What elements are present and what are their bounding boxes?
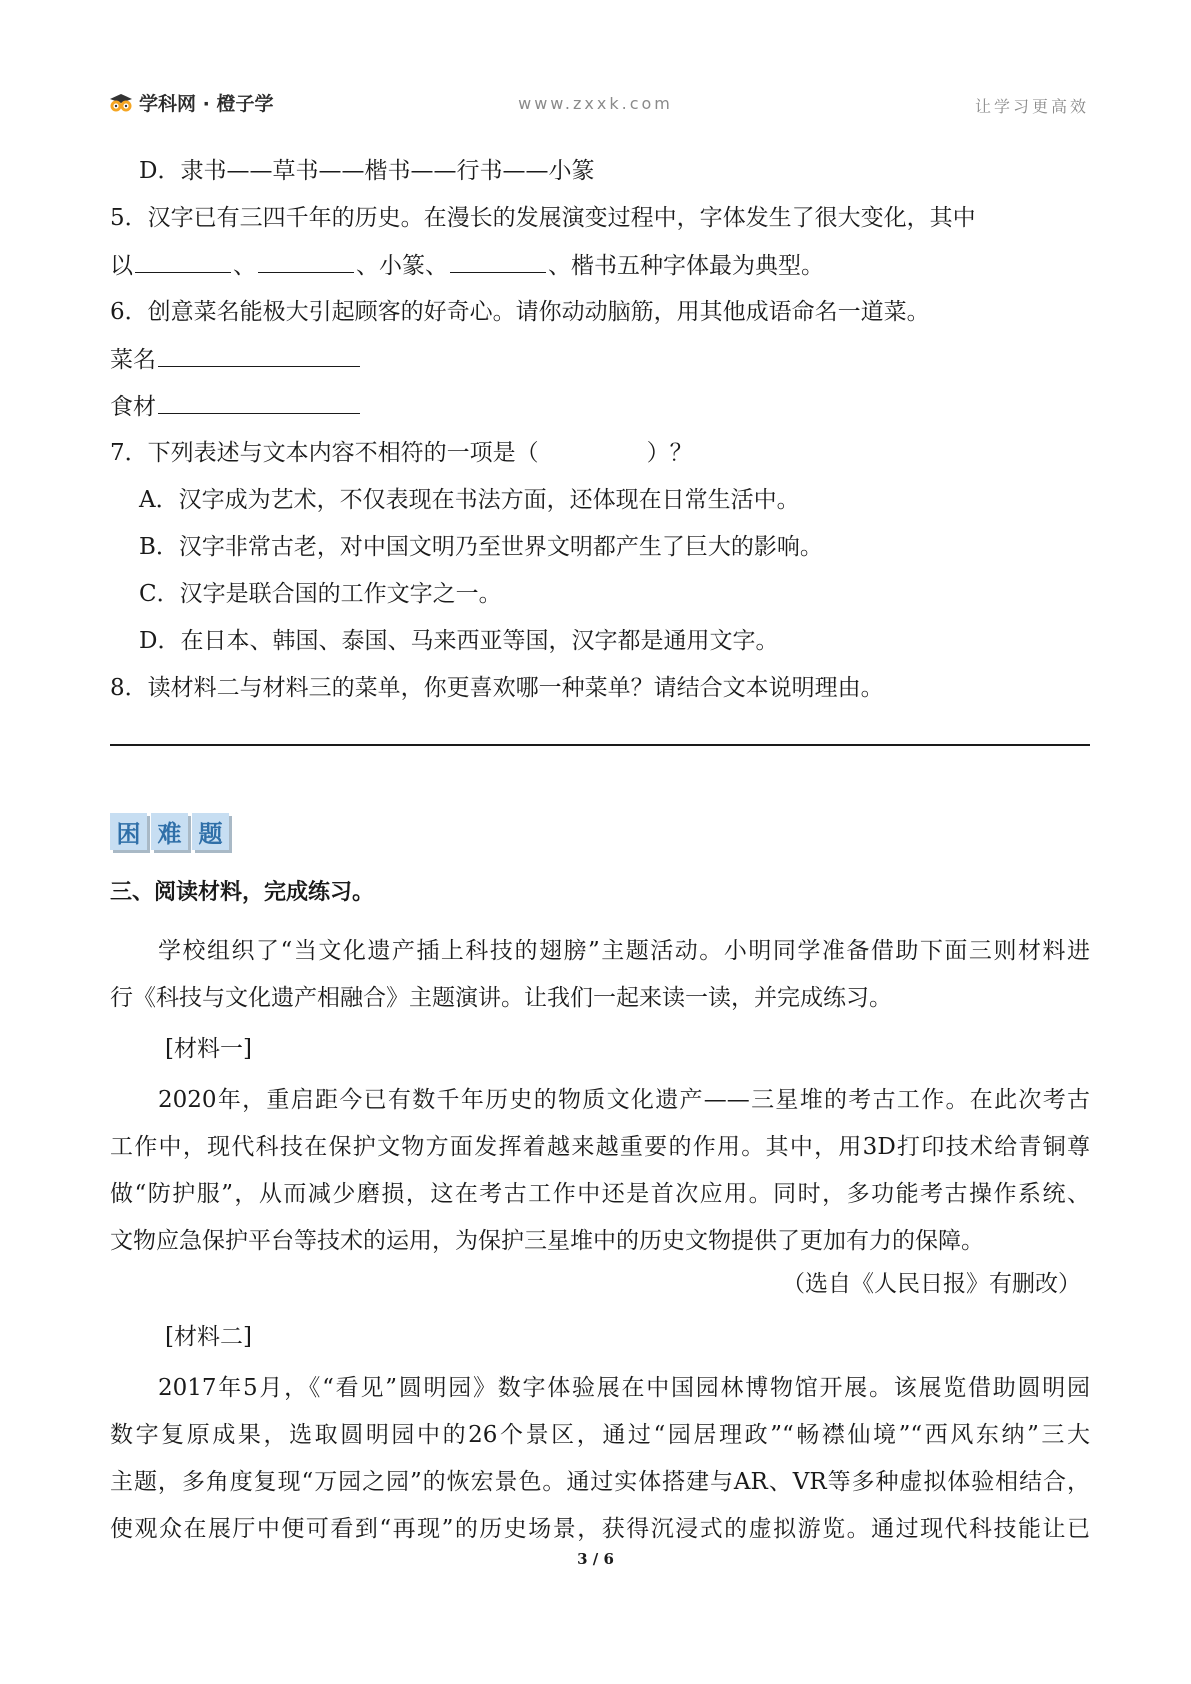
paragraph-line: 学校组织了“当文化遗产插上科技的翅膀”主题活动。小明同学准备借助下面三则材料进 — [158, 938, 1090, 964]
q7-option-b: B．汉字非常古老，对中国文明乃至世界文明都产生了巨大的影响。 — [139, 534, 823, 560]
paragraph-line: 2020年，重启距今已有数千年历史的物质文化遗产——三星堆的考古工作。在此次考古 — [158, 1087, 1090, 1113]
q6-ingredient-blank[interactable] — [158, 383, 360, 414]
paragraph-line: 文物应急保护平台等技术的运用，为保护三星堆中的历史文物提供了更加有力的保障。 — [110, 1228, 984, 1254]
q5-prefix: 以 — [110, 253, 133, 279]
q7-stem-suffix: ）？ — [646, 440, 693, 466]
paragraph-line: 使观众在展厅中便可看到“再现”的历史场景，获得沉浸式的虚拟游览。通过现代科技能让已 — [110, 1516, 1090, 1542]
q7-option-a: A．汉字成为艺术，不仅表现在书法方面，还体现在日常生活中。 — [139, 487, 800, 513]
paragraph-line: 工作中，现代科技在保护文物方面发挥着越来越重要的作用。其中，用3D打印技术给青铜尊 — [110, 1134, 1090, 1160]
q6-ingredient-row — [110, 383, 1090, 430]
q8-answer-line[interactable] — [110, 744, 1090, 746]
logo-text: 学科网 · 橙子学 — [139, 93, 274, 115]
question-block — [110, 148, 1090, 712]
q5-separator-1: 、 — [233, 253, 256, 279]
paragraph-line: 行《科技与文化遗产相融合》主题演讲。让我们一起来读一读，并完成练习。 — [110, 985, 892, 1011]
material-2-paragraph — [110, 1365, 1090, 1553]
paragraph-line: 做“防护服”，从而减少磨损，这在考古工作中还是首次应用。同时，多功能考古操作系统、 — [110, 1181, 1090, 1207]
material-1-source: （选自《人民日报》有删改） — [782, 1271, 1081, 1297]
intro-paragraph — [110, 928, 1090, 1022]
q6-dish-row — [110, 336, 1090, 383]
paragraph-line: 2017年5月，《“看见”圆明园》数字体验展在中国园林博物馆开展。该展览借助圆明园 — [158, 1375, 1090, 1401]
q6-dish-blank[interactable] — [158, 336, 360, 367]
material-1-label: [材料一] — [165, 1036, 252, 1062]
q5-blank-1[interactable] — [135, 242, 231, 273]
q7-stem-prefix: 7．下列表述与文本内容不相符的一项是（ — [110, 440, 539, 466]
q7-stem — [110, 430, 1090, 477]
material-2-label: [材料二] — [165, 1324, 252, 1350]
paragraph-line: 主题，多角度复现“万园之园”的恢宏景色。通过实体搭建与AR、VR等多种虚拟体验相结合， — [110, 1469, 1090, 1495]
badge-char: 困 — [110, 813, 147, 850]
q5-separator-2: 、小篆、 — [356, 253, 448, 279]
paragraph-line: 数字复原成果，选取圆明园中的26个景区，通过“园居理政”“畅襟仙境”“西风东纳”三大 — [110, 1422, 1090, 1448]
q5-blank-2[interactable] — [258, 242, 354, 273]
q6-text: 6．创意菜名能极大引起顾客的好奇心。请你动动脑筋，用其他成语命名一道菜。 — [110, 299, 930, 325]
q4-option-d: D．隶书——草书——楷书——行书——小篆 — [139, 158, 595, 184]
page-number: 3 / 6 — [577, 1550, 614, 1568]
q8-text: 8．读材料二与材料三的菜单，你更喜欢哪一种菜单？请结合文本说明理由。 — [110, 675, 884, 701]
q5-blank-3[interactable] — [450, 242, 546, 273]
q5-line-2 — [110, 242, 1090, 289]
q5-suffix: 、楷书五种字体最为典型。 — [548, 253, 824, 279]
site-slogan: 让学习更高效 — [974, 97, 1089, 116]
difficulty-badge — [110, 813, 229, 850]
q7-option-d: D．在日本、韩国、泰国、马来西亚等国，汉字都是通用文字。 — [139, 628, 779, 654]
badge-char: 题 — [192, 813, 229, 850]
q6-ingredient-label: 食材 — [110, 394, 156, 420]
q7-option-c: C．汉字是联合国的工作文字之一。 — [139, 581, 502, 607]
section-heading: 三、阅读材料，完成练习。 — [110, 880, 375, 905]
q6-dish-label: 菜名 — [110, 347, 156, 373]
q5-line-1: 5．汉字已有三四千年的历史。在漫长的发展演变过程中，字体发生了很大变化，其中 — [110, 205, 976, 231]
material-1-paragraph — [110, 1077, 1090, 1265]
page-header — [0, 0, 1191, 140]
badge-char: 难 — [151, 813, 188, 850]
site-url[interactable]: www.zxxk.com — [518, 94, 673, 113]
